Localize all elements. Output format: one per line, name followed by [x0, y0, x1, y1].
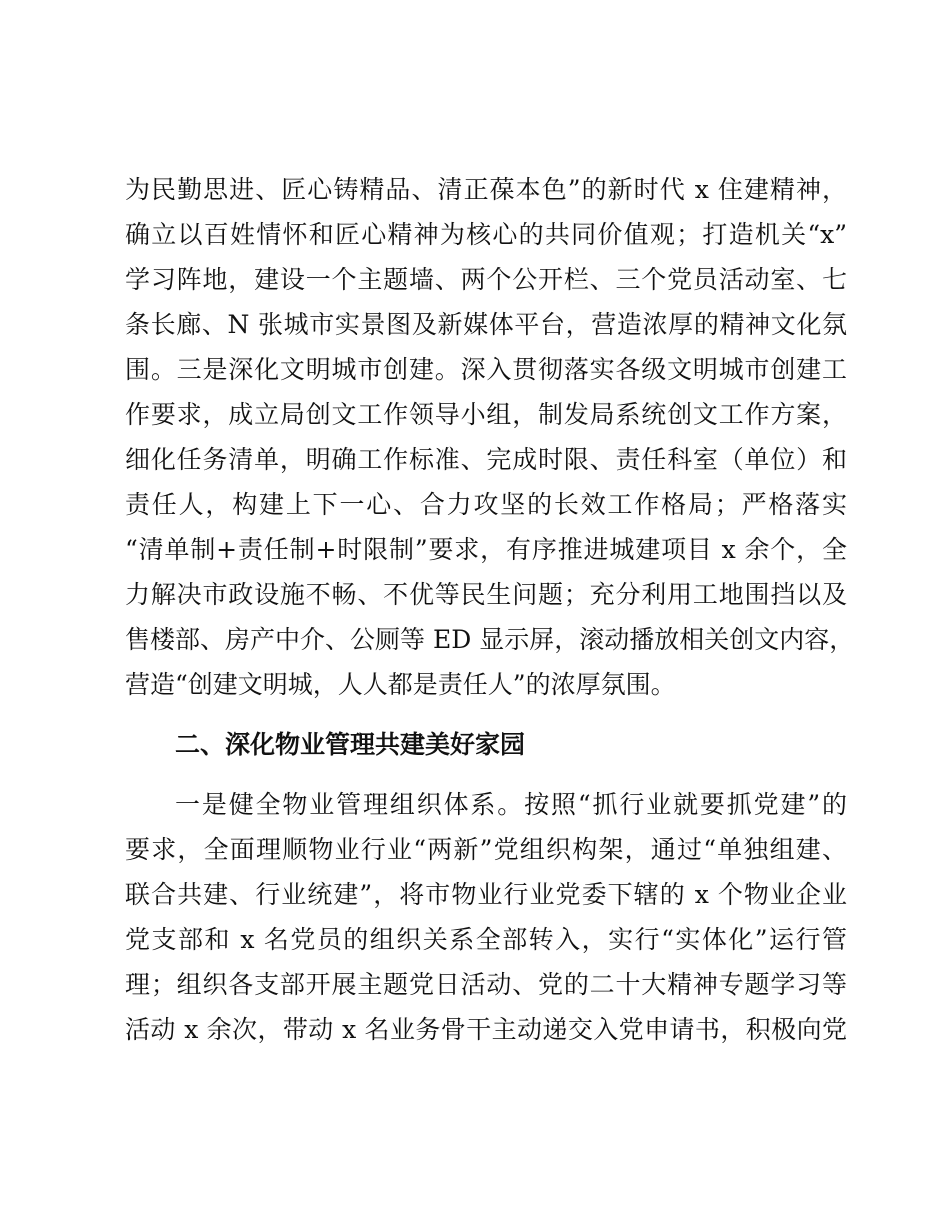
text-line: 围。三是深化文明城市创建。深入贯彻落实各级文明城市创建工: [125, 355, 847, 384]
text-line: 责任人，构建上下一心、合力攻坚的长效工作格局；严格落实: [125, 490, 847, 519]
text-line: 条长廊、N 张城市实景图及新媒体平台，营造浓厚的精神文化氛: [125, 310, 847, 339]
text-line: 作要求，成立局创文工作领导小组，制发局系统创文工作方案，: [125, 400, 847, 429]
text-line: 一是健全物业管理组织体系。按照“抓行业就要抓党建”的: [175, 790, 847, 819]
text-line: 售楼部、房产中介、公厕等 ED 显示屏，滚动播放相关创文内容，: [125, 625, 855, 654]
text-line: 活动 x 余次，带动 x 名业务骨干主动递交入党申请书，积极向党: [125, 1015, 847, 1044]
text-line: “清单制+责任制+时限制”要求，有序推进城建项目 x 余个，全: [125, 535, 847, 564]
text-line: 营造“创建文明城，人人都是责任人”的浓厚氛围。: [125, 670, 676, 699]
text-line: 确立以百姓情怀和匠心精神为核心的共同价值观；打造机关“x”: [125, 220, 847, 249]
text-line: 理；组织各支部开展主题党日活动、党的二十大精神专题学习等: [125, 970, 847, 999]
text-line: 学习阵地，建设一个主题墙、两个公开栏、三个党员活动室、七: [125, 265, 847, 294]
text-line: 党支部和 x 名党员的组织关系全部转入，实行“实体化”运行管: [125, 925, 847, 954]
section-heading: 二、深化物业管理共建美好家园: [175, 730, 526, 759]
text-line: 为民勤思进、匠心铸精品、清正葆本色”的新时代 x 住建精神，: [125, 175, 847, 204]
text-line: 力解决市政设施不畅、不优等民生问题；充分利用工地围挡以及: [125, 580, 847, 609]
text-line: 细化任务清单，明确工作标准、完成时限、责任科室（单位）和: [125, 445, 847, 474]
text-line: 要求，全面理顺物业行业“两新”党组织构架，通过“单独组建、: [125, 835, 847, 864]
text-line: 联合共建、行业统建”，将市物业行业党委下辖的 x 个物业企业: [125, 880, 847, 909]
